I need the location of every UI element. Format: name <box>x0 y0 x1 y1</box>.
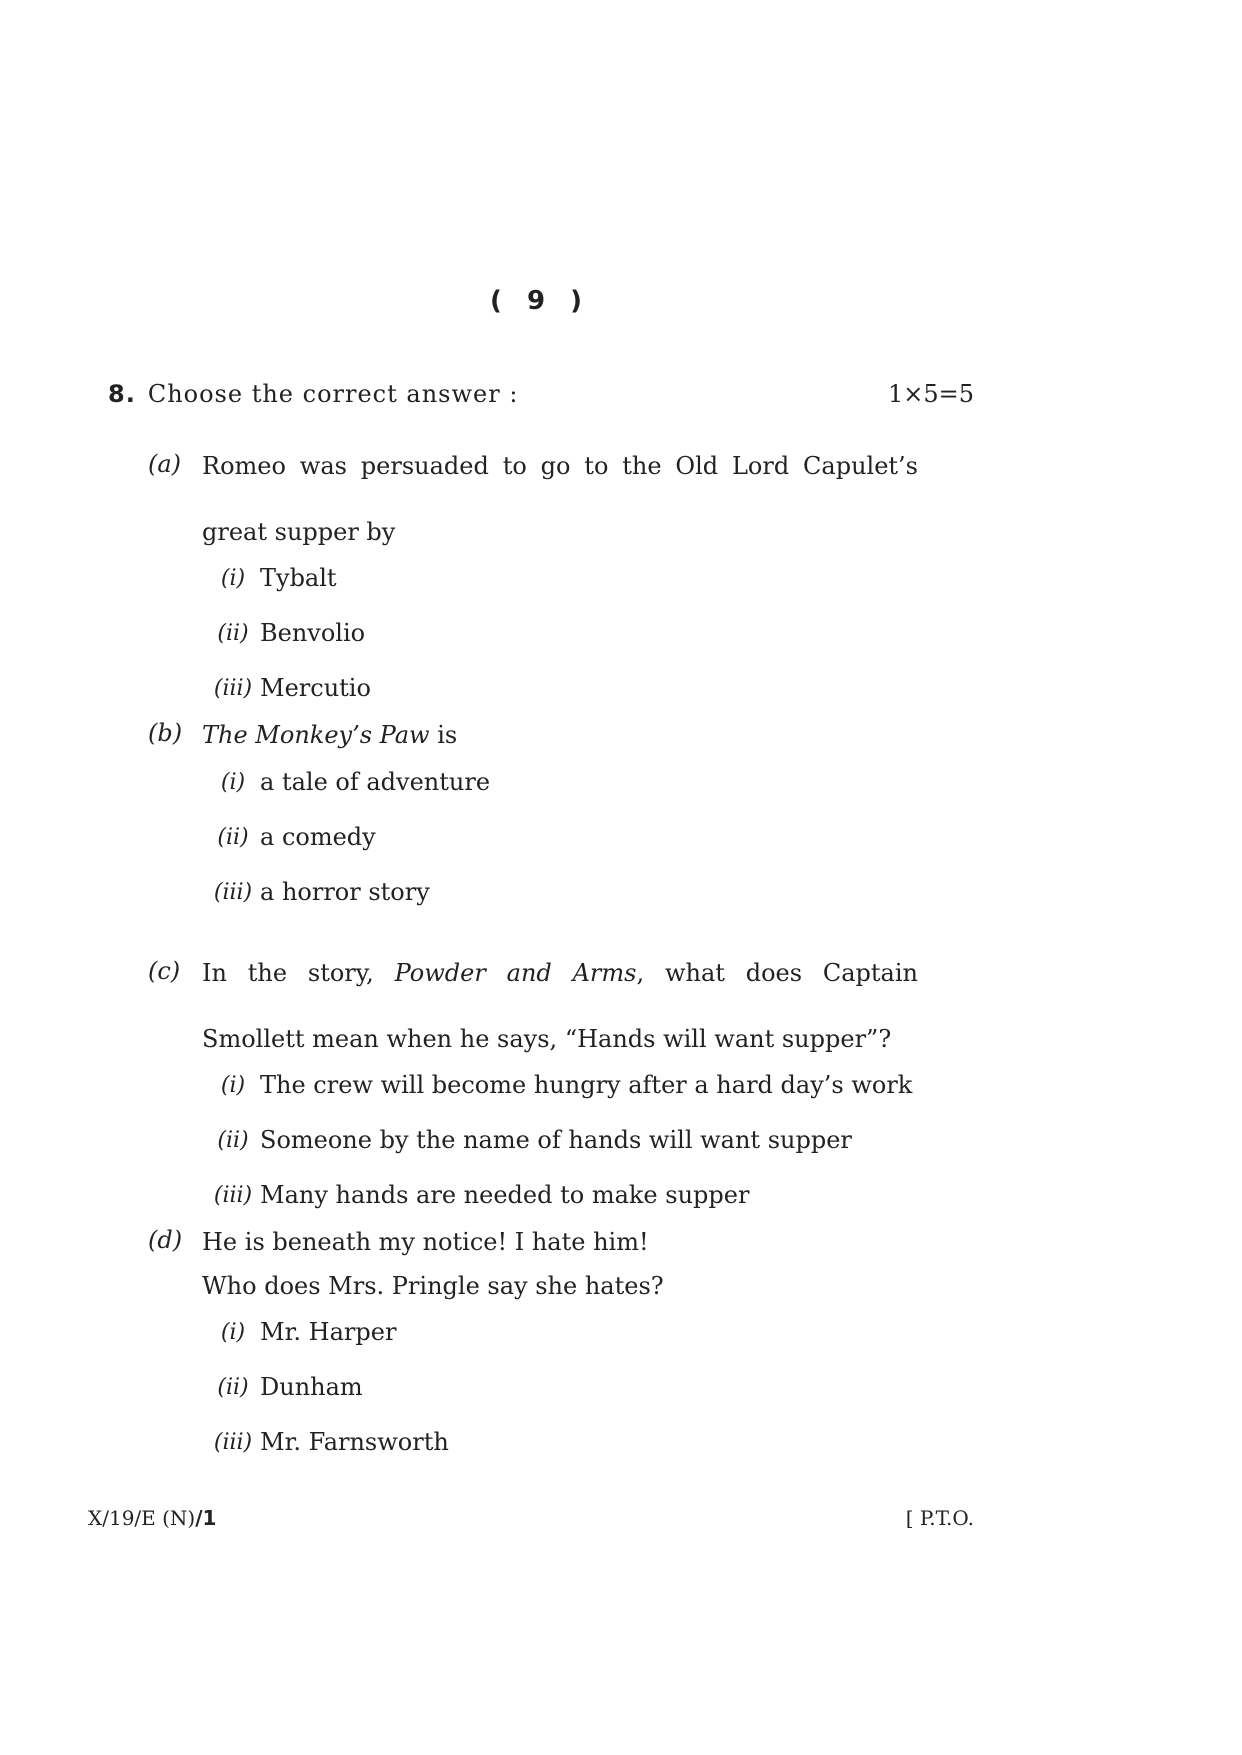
option-label: (i) <box>220 770 246 795</box>
part-label: (a) <box>148 450 182 478</box>
option-text: Many hands are needed to make supper <box>260 1181 750 1209</box>
option-text: a comedy <box>260 823 376 851</box>
part-question: Who does Mrs. Pringle say she hates? <box>202 1272 664 1300</box>
part-quote: He is beneath my notice! I hate him! <box>202 1228 649 1256</box>
paper-code-bold: /1 <box>195 1506 217 1530</box>
part-b <box>148 719 918 933</box>
part-question-text: In the story, <box>202 959 395 987</box>
option-label: (iii) <box>213 880 253 905</box>
option-item <box>148 768 918 823</box>
question-number: 8. <box>108 380 136 408</box>
option-item <box>148 878 918 933</box>
part-label: (b) <box>148 719 183 747</box>
story-title: The Monkey’s Paw <box>202 721 430 749</box>
story-title: Powder and Arms <box>394 959 637 987</box>
option-item <box>148 1071 918 1126</box>
option-label: (i) <box>220 1073 246 1098</box>
option-item <box>148 564 918 619</box>
option-item <box>148 1373 918 1428</box>
option-text: Mr. Harper <box>260 1318 397 1346</box>
option-label: (ii) <box>217 1375 249 1400</box>
option-item <box>148 1126 918 1181</box>
part-question-line1 <box>202 957 918 1023</box>
part-question-text: is <box>429 721 458 749</box>
paper-code-text: X/19/E (N) <box>88 1506 196 1530</box>
option-text: Someone by the name of hands will want supper <box>260 1126 852 1154</box>
option-item <box>148 619 918 674</box>
option-text: Mercutio <box>260 674 371 702</box>
page-number: ( 9 ) <box>490 286 590 316</box>
part-label: (c) <box>148 957 181 985</box>
option-label: (iii) <box>213 1183 253 1208</box>
part-d <box>148 1226 918 1483</box>
part-question <box>202 719 918 752</box>
part-question-line1: Romeo was persuaded to go to the Old Lord Capulet’s <box>202 452 918 480</box>
option-text: Tybalt <box>260 564 337 592</box>
option-item <box>148 1428 918 1483</box>
option-label: (iii) <box>213 676 253 701</box>
option-label: (ii) <box>217 1128 249 1153</box>
option-text: Dunham <box>260 1373 363 1401</box>
part-question-line2: Smollett mean when he says, “Hands will want supper”? <box>202 1025 892 1053</box>
option-label: (i) <box>220 1320 246 1345</box>
option-text: Benvolio <box>260 619 366 647</box>
option-label: (i) <box>220 566 246 591</box>
part-question-line2: great supper by <box>202 518 396 546</box>
option-label: (ii) <box>217 621 249 646</box>
question-instruction: Choose the correct answer : <box>147 380 519 408</box>
marks-allocation: 1×5=5 <box>887 380 974 408</box>
option-text: The crew will become hungry after a hard day’s work <box>260 1071 913 1099</box>
part-label: (d) <box>148 1226 183 1254</box>
please-turn-over: [ P.T.O. <box>905 1506 974 1530</box>
option-text: a tale of adventure <box>260 768 491 796</box>
option-label: (iii) <box>213 1430 253 1455</box>
paper-code <box>88 1506 216 1530</box>
option-text: Mr. Farnsworth <box>260 1428 449 1456</box>
part-a <box>148 450 918 729</box>
option-text: a horror story <box>260 878 430 906</box>
option-item <box>148 823 918 878</box>
question-header <box>108 380 974 408</box>
option-item <box>148 1318 918 1373</box>
part-question-text: , what does Captain <box>636 959 918 987</box>
option-label: (ii) <box>217 825 249 850</box>
part-c <box>148 957 918 1236</box>
